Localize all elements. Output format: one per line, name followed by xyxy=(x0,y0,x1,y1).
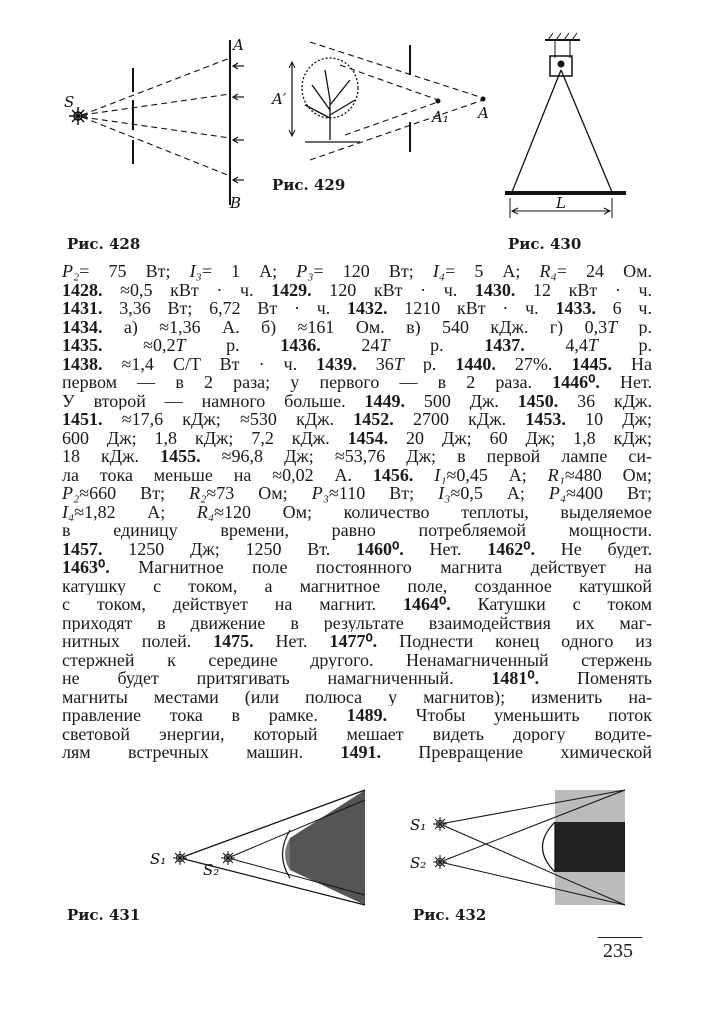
answer-text: р. xyxy=(597,336,652,355)
problem-number: 1457. xyxy=(62,539,103,558)
problem-number: 1475. xyxy=(213,632,254,651)
answer-text: Нет. xyxy=(253,632,330,651)
problem-number: 1455. xyxy=(160,447,201,466)
answer-text: 20 Дж; 60 Дж; 1,8 кДж; xyxy=(388,428,652,447)
answer-text: а) ≈1,36 А. б) ≈161 Ом. в) 540 кДж. г) 0,3 xyxy=(102,317,608,336)
answer-text: = 1 А; xyxy=(201,262,297,281)
figure-432-diagram xyxy=(433,790,625,905)
answer-text: приходят в движение в результате взаимодействия их маг- xyxy=(62,613,652,632)
problem-number: 1464⁰. xyxy=(403,595,451,614)
answer-text: P₄ xyxy=(548,484,567,503)
answer-text: 18 кДж. xyxy=(62,447,161,466)
answers-text xyxy=(62,262,652,762)
problem-number: 1489. xyxy=(346,706,388,725)
answer-text: не будет притягивать намагниченный. xyxy=(62,669,492,688)
answer-text: р. xyxy=(185,336,281,355)
answer-text: 36 xyxy=(356,354,394,373)
answer-text: Поднести конец одного из xyxy=(377,632,652,651)
source-s1-star-icon xyxy=(173,851,187,865)
answer-text: ≈0,2 xyxy=(102,336,176,355)
answer-text: 6 ч. xyxy=(595,299,652,318)
problem-number: 1431. xyxy=(62,299,103,318)
answer-text: 4,4 xyxy=(524,336,588,355)
label-b: B xyxy=(230,194,242,212)
label-l: L xyxy=(556,194,566,212)
caption-fig-430: Рис. 430 xyxy=(508,235,582,253)
caption-fig-431: Рис. 431 xyxy=(67,906,141,924)
label-a-image: A xyxy=(478,104,489,122)
answer-text: р. xyxy=(617,317,652,336)
problem-number: 1477⁰. xyxy=(329,632,378,651)
answer-text: P₂ xyxy=(62,484,80,503)
answer-text: 1250 Дж; 1250 Вт. xyxy=(102,539,357,558)
problem-number: 1428. xyxy=(62,280,103,299)
answer-text: Нет. xyxy=(403,539,488,558)
answer-text: R₂ xyxy=(189,484,207,503)
answer-text: катушку с током, а магнитное поле, созданное катушкой xyxy=(62,576,652,595)
text-line xyxy=(62,410,652,429)
problem-number: 1452. xyxy=(353,410,394,429)
answer-text: 3,36 Вт; 6,72 Вт · ч. xyxy=(102,299,348,318)
problem-number: 1451. xyxy=(62,410,103,429)
source-s1-star-icon xyxy=(433,817,447,831)
answer-text: ≈110 Вт; xyxy=(329,484,439,503)
answer-text: Катушки с током xyxy=(450,595,652,614)
answer-text: ≈480 Ом; xyxy=(564,465,652,484)
answer-text: T xyxy=(379,336,390,355)
answer-text: У второй — намного больше. xyxy=(62,391,365,410)
problem-number: 1460⁰. xyxy=(356,539,404,558)
answer-text: 500 Дж. xyxy=(404,391,518,410)
text-line xyxy=(62,706,652,725)
answer-text: P₃ xyxy=(296,262,314,281)
tree-icon xyxy=(302,58,360,142)
answer-text: I₄ xyxy=(62,502,75,521)
answer-text: 600 Дж; 1,8 кДж; 7,2 кДж. xyxy=(62,428,348,447)
answer-text: правление тока в рамке. xyxy=(62,706,347,725)
answer-text: ла тока меньше на ≈0,02 А. xyxy=(62,465,373,484)
problem-number: 1450. xyxy=(517,391,559,410)
answer-text: световой энергии, который мешает видеть дорогу водите- xyxy=(62,724,652,743)
caption-fig-432: Рис. 432 xyxy=(413,906,487,924)
text-line xyxy=(62,688,652,707)
problem-number: 1440. xyxy=(455,354,496,373)
answer-text: T xyxy=(393,354,404,373)
answer-text: I₃ xyxy=(189,262,202,281)
problem-number: 1453. xyxy=(525,410,566,429)
caption-fig-428: Рис. 428 xyxy=(67,235,141,253)
answer-text: магниты местами (или полюса у магнитов); изменить на- xyxy=(62,687,652,706)
figure-431-diagram xyxy=(173,790,365,905)
problem-number: 1436. xyxy=(280,336,321,355)
answer-text: р. xyxy=(403,354,456,373)
text-line xyxy=(62,521,652,540)
text-line xyxy=(62,299,652,318)
answer-text: с током, действует на магнит. xyxy=(62,595,404,614)
text-line xyxy=(62,355,652,374)
text-line xyxy=(62,743,652,762)
answer-text: = 24 Ом. xyxy=(556,262,652,281)
source-s2-star-icon xyxy=(433,855,447,869)
problem-number: 1456. xyxy=(372,465,414,484)
answer-text: ≈0,5 кВт · ч. xyxy=(102,280,272,299)
answer-text: ≈0,45 А; xyxy=(446,465,548,484)
answer-text: 2700 кДж. xyxy=(393,410,526,429)
problem-number: 1454. xyxy=(347,428,389,447)
text-line xyxy=(62,373,652,392)
answer-text: I₁ xyxy=(434,465,447,484)
problem-number: 1462⁰. xyxy=(487,539,535,558)
text-line xyxy=(62,669,652,688)
figure-429-diagram xyxy=(289,42,485,160)
answer-text: = 5 А; xyxy=(445,262,540,281)
answer-text: I₄ xyxy=(432,262,446,281)
answer-text: 12 кВт · ч. xyxy=(515,280,652,299)
answer-text: Превращение химической xyxy=(381,743,652,762)
answer-text: Не будет. xyxy=(534,539,652,558)
problem-number: 1463⁰. xyxy=(62,558,110,577)
answer-text: 27%. xyxy=(495,354,572,373)
answer-text: ≈0,5 А; xyxy=(450,484,549,503)
answer-text: 36 кДж. xyxy=(558,391,652,410)
label-s2-432: S₂ xyxy=(410,854,427,872)
answer-text: = 75 Вт; xyxy=(79,262,190,281)
text-line xyxy=(62,447,652,466)
answer-text: нитных полей. xyxy=(62,632,214,651)
source-s2-star-icon xyxy=(221,851,235,865)
caption-fig-429: Рис. 429 xyxy=(272,176,346,194)
text-line xyxy=(62,484,652,503)
answer-text: R₄ xyxy=(539,262,557,281)
answer-text: ≈17,6 кДж; ≈530 кДж. xyxy=(102,410,354,429)
problem-number: 1491. xyxy=(340,743,382,762)
figure-430-diagram xyxy=(505,33,626,218)
answer-text: R₁ xyxy=(547,465,565,484)
answer-text: ≈660 Вт; xyxy=(79,484,190,503)
answer-text: Поменять xyxy=(539,669,652,688)
answer-text: На xyxy=(611,354,652,373)
text-line xyxy=(62,632,652,651)
problem-number: 1439. xyxy=(316,354,357,373)
answer-text: р. xyxy=(389,336,485,355)
answer-text: P₃ xyxy=(311,484,329,503)
label-s2-431: S₂ xyxy=(203,861,220,879)
problem-number: 1438. xyxy=(62,354,103,373)
answer-text: 1210 кВт · ч. xyxy=(387,299,556,318)
text-line xyxy=(62,318,652,337)
answer-text: I₃ xyxy=(438,484,451,503)
answer-text: T xyxy=(607,317,618,336)
answer-text: Магнитное поле постоянного магнита действует на xyxy=(109,558,652,577)
problem-number: 1449. xyxy=(364,391,405,410)
problem-number: 1432. xyxy=(347,299,388,318)
answer-text: Нет. xyxy=(599,373,652,392)
answer-text: стержней к середине другого. Ненамагниченный стержень xyxy=(62,650,652,669)
answer-text: ≈96,8 Дж; ≈53,76 Дж; в первой лампе си- xyxy=(200,447,652,466)
answer-text: = 120 Вт; xyxy=(313,262,433,281)
answer-text: T xyxy=(175,336,186,355)
text-line xyxy=(62,595,652,614)
problem-number: 1429. xyxy=(271,280,312,299)
problem-number: 1481⁰. xyxy=(491,669,540,688)
figures-top xyxy=(0,0,722,260)
answer-text: 24 xyxy=(320,336,380,355)
answer-text: R₄ xyxy=(196,502,215,521)
label-a-prime: A′ xyxy=(272,90,287,108)
figure-428-diagram xyxy=(69,40,244,205)
page-number: 235 xyxy=(603,940,633,962)
problem-number: 1430. xyxy=(474,280,516,299)
answer-text: ≈1,4 С/T Вт · ч. xyxy=(102,354,317,373)
text-line xyxy=(62,558,652,577)
label-a1: A₁ xyxy=(432,108,449,126)
answer-text: ≈400 Вт; xyxy=(566,484,652,503)
answer-text: ≈73 Ом; xyxy=(206,484,312,503)
answer-text: ≈1,82 А; xyxy=(74,502,197,521)
answer-text: в единицу времени, равно потребляемой мощности. xyxy=(62,521,652,540)
text-line xyxy=(62,540,652,559)
answer-text: T xyxy=(587,336,598,355)
text-line xyxy=(62,429,652,448)
problem-number: 1446⁰. xyxy=(552,373,600,392)
label-s: S xyxy=(64,93,75,111)
answer-text: Чтобы уменьшить поток xyxy=(387,706,652,725)
problem-number: 1434. xyxy=(62,317,103,336)
answer-text xyxy=(413,466,434,485)
text-line xyxy=(62,392,652,411)
text-line xyxy=(62,614,652,633)
text-line xyxy=(62,336,652,355)
label-s1-431: S₁ xyxy=(150,850,167,868)
answer-text: P₂ xyxy=(62,262,80,281)
label-a: A xyxy=(233,36,244,54)
problem-number: 1435. xyxy=(62,336,103,355)
text-line xyxy=(62,503,652,522)
label-s1-432: S₁ xyxy=(410,816,427,834)
answer-text: лям встречных машин. xyxy=(62,743,341,762)
text-line xyxy=(62,466,652,485)
text-line xyxy=(62,651,652,670)
text-line xyxy=(62,262,652,281)
text-line xyxy=(62,281,652,300)
problem-number: 1445. xyxy=(571,354,612,373)
problem-number: 1437. xyxy=(484,336,525,355)
text-line xyxy=(62,725,652,744)
answer-text: первом — в 2 раза; у первого — в 2 раза. xyxy=(62,373,553,392)
answer-text: 10 Дж; xyxy=(565,410,652,429)
problem-number: 1433. xyxy=(555,299,596,318)
answer-text: 120 кВт · ч. xyxy=(311,280,475,299)
answer-text: ≈120 Ом; количество теплоты, выделяемое xyxy=(214,502,652,521)
text-line xyxy=(62,577,652,596)
page-number-rule xyxy=(598,937,642,938)
